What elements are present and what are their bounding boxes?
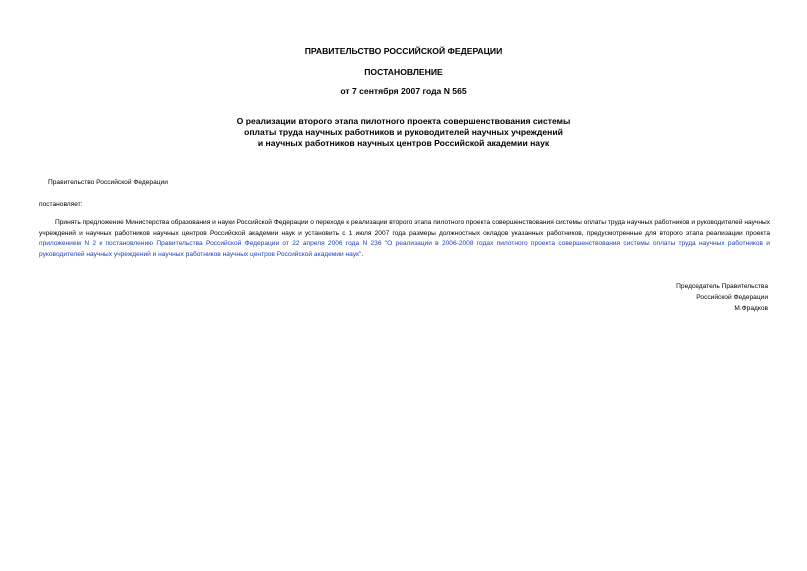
signature-block bbox=[676, 281, 768, 314]
document-subject bbox=[0, 116, 807, 149]
document-type-heading: ПОСТАНОВЛЕНИЕ bbox=[364, 67, 443, 77]
issuer-heading: ПРАВИТЕЛЬСТВО РОССИЙСКОЙ ФЕДЕРАЦИИ bbox=[304, 46, 503, 56]
paragraph-end: . bbox=[361, 250, 364, 258]
paragraph-text: Принять предложение Министерства образования и науки Российской Федерации о переходе к реализации второго этапа пилотного проекта совершенствования системы оплаты труда научных работников и руководителей научных учреждений и научных работников научных центров Российской академии наук и установить с 1 июля 2007 года размеры должностных окладов указанных работников, предусмотренные для второго этапа реализации проекта bbox=[39, 219, 770, 237]
decrees-text: постановляет: bbox=[39, 201, 83, 208]
subject-line: оплаты труда научных работников и руководителей научных учреждений bbox=[244, 127, 563, 137]
main-paragraph bbox=[39, 218, 770, 260]
referenced-decree-link[interactable]: приложением N 2 к постановлению Правительства Российской Федерации от 22 апреля 2006 года N 236 "О реализации в 2006-2008 годах пилотного проекта совершенствования системы оплаты труда научных работников и руководителей научных учреждений и научных работников научных центров Российской академии наук" bbox=[39, 240, 770, 258]
intro-text: Правительство Российской Федерации bbox=[48, 179, 168, 186]
subject-line: и научных работников научных центров Российской академии наук bbox=[257, 138, 550, 148]
subject-line: О реализации второго этапа пилотного проекта совершенствования системы bbox=[236, 116, 571, 126]
signatory-title: Российской Федерации bbox=[696, 294, 768, 301]
signatory-title: Председатель Правительства bbox=[676, 283, 768, 290]
date-number-heading: от 7 сентября 2007 года N 565 bbox=[340, 86, 467, 96]
signatory-name: М.Фрадков bbox=[734, 305, 768, 312]
